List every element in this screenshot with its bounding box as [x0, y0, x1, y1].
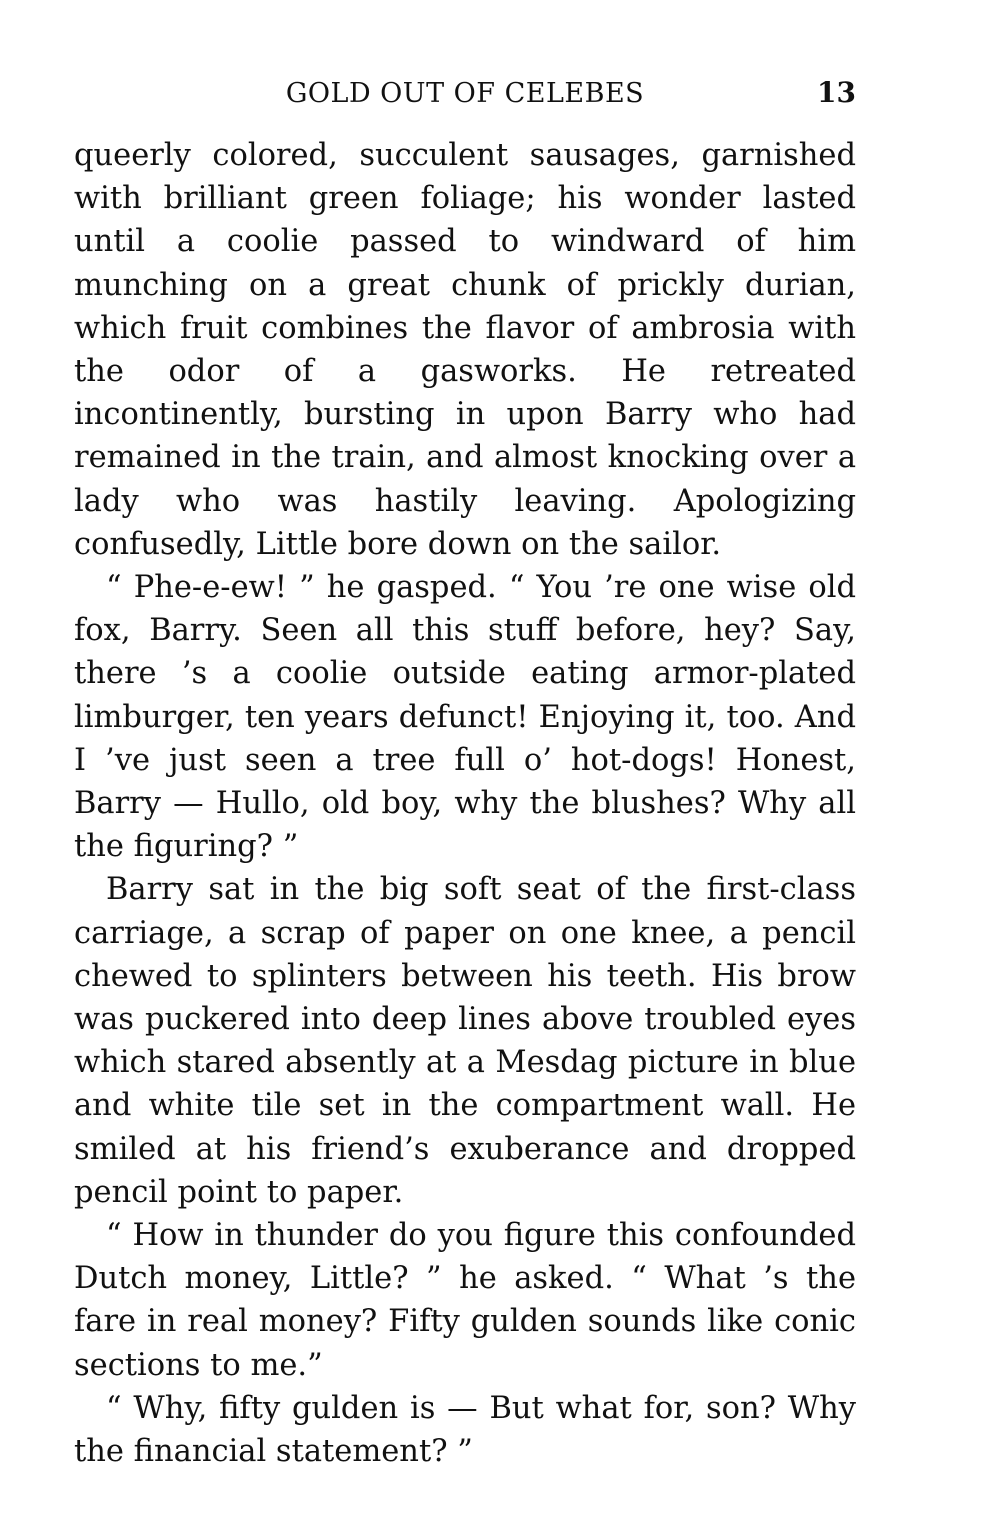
paragraph-little-speech: “ Phe-e-ew! ” he gasped. “ You ’re one wise old fox, Barry. Seen all this stuff before, hey? Say, there ’s a coolie outside eating armor-plated limburger, ten years defunct! Enjoying it, too. And I ’ve just seen a tree full o’ hot-dogs! Honest, Barry — Hullo, old boy, why the blushes? Why all the figuring? ” [74, 570, 856, 865]
running-head [74, 70, 856, 122]
book-page [74, 70, 856, 1473]
paragraph-continued: queerly colored, succulent sausages, garnished with brilliant green foliage; his wonder lasted until a coolie passed to windward of him munching on a great chunk of prickly durian, which fruit combines the flavor of ambrosia with the odor of a gasworks. He retreated incontinently, bursting in upon Barry who had remained in the train, and almost knocking over a lady who was hastily leaving. Apologizing confusedly, Little bore down on the sailor. [74, 138, 856, 562]
paragraph-barry-question: “ How in thunder do you figure this confounded Dutch money, Little? ” he asked. “ What ’s the fare in real money? Fifty gulden sounds like conic sections to me.” [74, 1218, 856, 1383]
paragraph-little-reply: “ Why, fifty gulden is — But what for, son? Why the financial statement? ” [74, 1390, 856, 1470]
body-text [74, 134, 856, 1473]
paragraph-barry-seated: Barry sat in the big soft seat of the first-class carriage, a scrap of paper on one knee, a pencil chewed to splinters between his teeth. His brow was puckered into deep lines above troubled eyes which stared absently at a Mesdag picture in blue and white tile set in the compartment wall. He smiled at his friend’s exuberance and dropped pencil point to paper. [74, 872, 856, 1210]
page-number: 13 [817, 76, 856, 109]
running-title: GOLD OUT OF CELEBES [285, 78, 645, 109]
